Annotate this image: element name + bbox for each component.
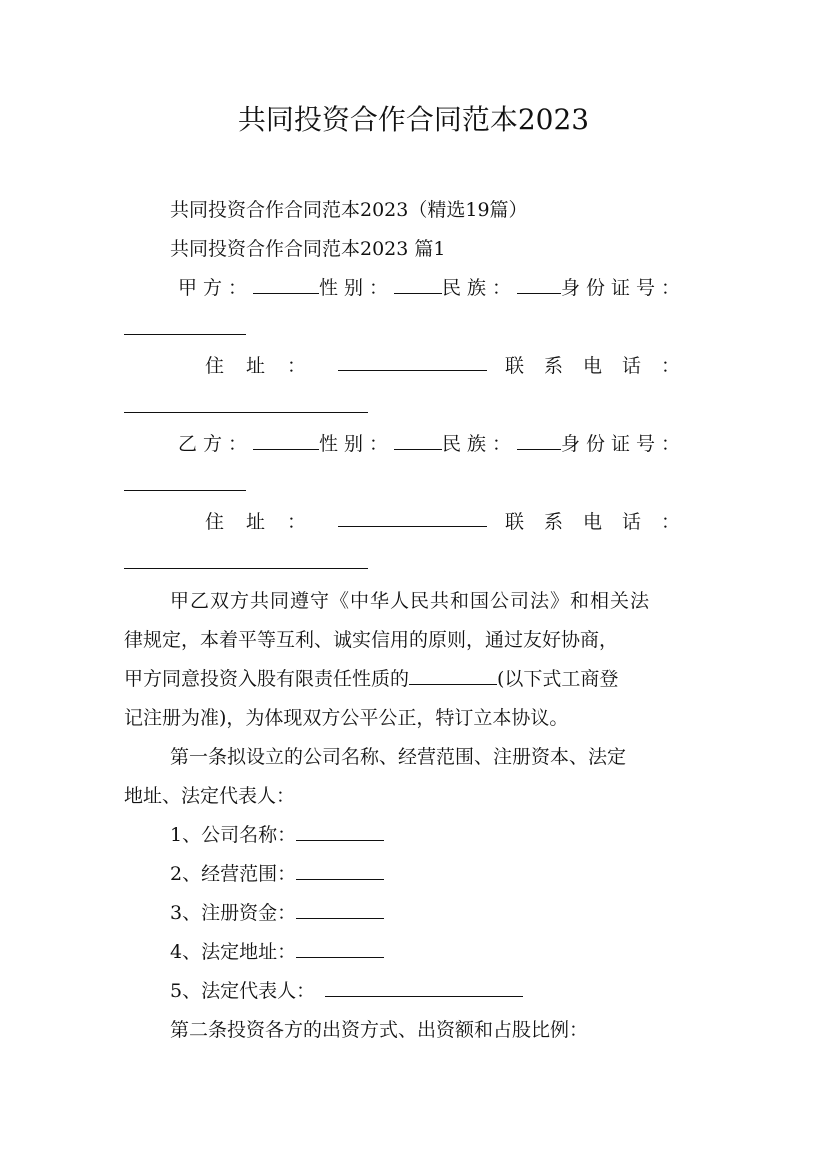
party-b-phone-label: 联系电话：	[504, 511, 700, 533]
party-a-address-line	[205, 352, 700, 380]
list-item-5	[170, 977, 704, 1005]
party-b-id-label: 身份证号：	[561, 433, 687, 455]
article-1-line-2: 地址、法定代表人：	[124, 785, 296, 807]
party-a-name-blank	[253, 275, 319, 294]
list-item-blank	[296, 900, 384, 919]
party-a-address-blank	[338, 352, 487, 371]
list-item-label: 1、公司名称：	[170, 824, 297, 846]
party-b-id-blank	[124, 490, 246, 491]
article-1-line-1: 第一条拟设立的公司名称、经营范围、注册资本、法定	[170, 746, 627, 768]
list-item-label: 5、法定代表人：	[170, 980, 316, 1002]
list-item-label: 3、注册资金：	[170, 902, 297, 924]
list-item-3	[170, 899, 704, 927]
party-a-info-line	[178, 274, 758, 302]
intro-line-1: 甲乙双方共同遵守《中华人民共和国公司法》和相关法	[170, 590, 651, 612]
intro-line-3	[124, 665, 704, 693]
document-title: 共同投资合作合同范本2023	[237, 103, 590, 136]
list-item-4	[170, 938, 704, 966]
list-item-blank	[296, 822, 384, 841]
party-b-name-blank	[253, 431, 319, 450]
list-item-blank	[325, 978, 523, 997]
party-a-phone-label: 联系电话：	[504, 355, 700, 377]
list-item-blank	[296, 861, 384, 880]
party-a-gender-label: 性别：	[319, 277, 395, 299]
list-item-label: 4、法定地址：	[170, 941, 297, 963]
list-item-label: 2、经营范围：	[170, 863, 297, 885]
subtitle: 共同投资合作合同范本2023（精选19篇）	[170, 199, 528, 221]
intro-line-4: 记注册为准)，为体现双方公平公正，特订立本协议。	[124, 707, 569, 729]
party-a-id-blank	[124, 334, 246, 335]
list-item-1	[170, 821, 704, 849]
party-b-info-line	[178, 430, 758, 458]
party-a-address-label: 住址：	[205, 355, 329, 377]
party-b-ethnicity-label: 民族：	[442, 433, 518, 455]
party-b-gender-blank	[394, 431, 442, 450]
article-2-heading: 第二条投资各方的出资方式、出资额和占股比例：	[170, 1019, 589, 1041]
party-a-label: 甲方：	[178, 277, 254, 299]
company-name-blank	[409, 666, 497, 685]
party-b-gender-label: 性别：	[319, 433, 395, 455]
party-b-address-label: 住址：	[205, 511, 329, 533]
section-heading: 共同投资合作合同范本2023 篇1	[170, 238, 446, 260]
list-item-2	[170, 860, 704, 888]
intro-line-3a: 甲方同意投资入股有限责任性质的	[124, 668, 410, 690]
party-a-id-label: 身份证号：	[561, 277, 687, 299]
party-a-ethnicity-label: 民族：	[442, 277, 518, 299]
party-b-label: 乙方：	[178, 433, 254, 455]
list-item-blank	[296, 939, 384, 958]
intro-line-2: 律规定，本着平等互利、诚实信用的原则，通过友好协商，	[124, 629, 619, 651]
party-a-ethnicity-blank	[517, 275, 561, 294]
intro-line-3b: (以下式工商登	[497, 668, 619, 690]
party-a-gender-blank	[394, 275, 442, 294]
party-b-phone-blank	[124, 568, 368, 569]
party-b-address-blank	[338, 508, 487, 527]
party-b-address-line	[205, 508, 700, 536]
party-a-phone-blank	[124, 412, 368, 413]
party-b-ethnicity-blank	[517, 431, 561, 450]
